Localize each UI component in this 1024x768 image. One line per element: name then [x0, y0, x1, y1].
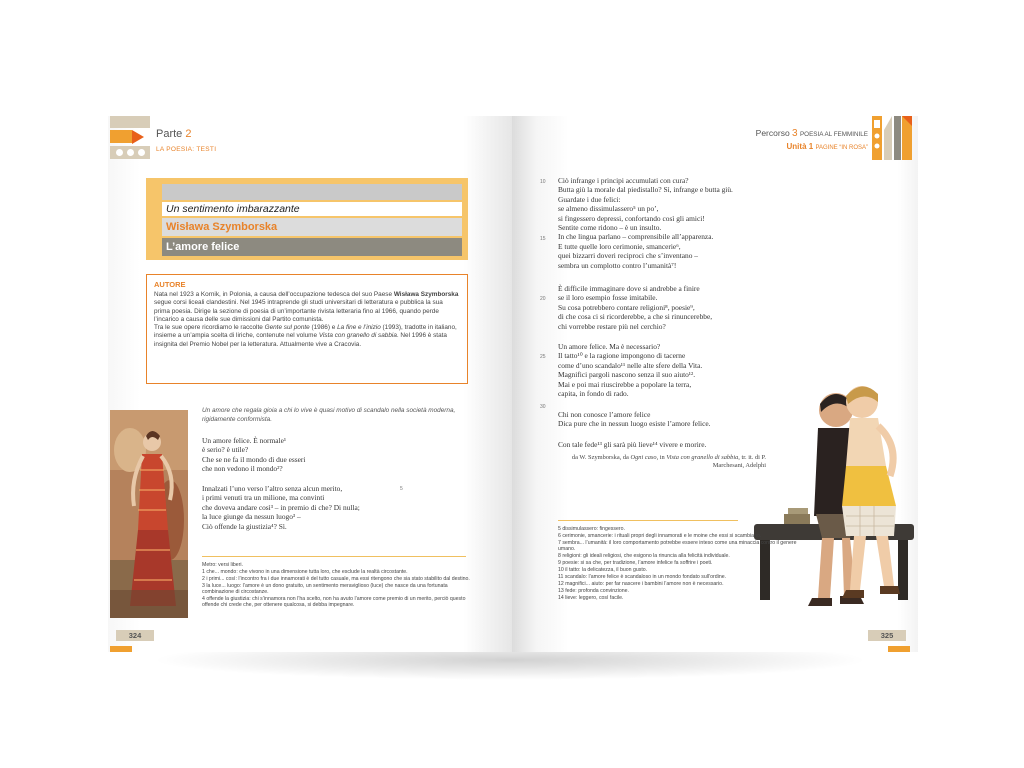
page-bar-left — [110, 646, 132, 652]
left-page — [108, 116, 512, 652]
footnotes: 5 dissimulassero: fingessero. 6 cerimonie, smancerie: i rituali propri degli innamorati e le moine che essi si scambiano. 7 sembra... l’umanità: il loro comportamento potrebbe essere inteso come una minaccia contro il genere umano. 8 religioni: gli ideali religiosi, che esigono la rinuncia alla felicità individuale. 9 poesie: si sa che, per tradizione, l’amore infelice fa soffrire i poeti. 10 il tatto: la delicatezza, il buon gusto. 11 scandalo: l’amore felice è scandaloso in un mondo fondato sull’ordine. 12 magnifici... aiuto: per far nascere i bambini l’amore non è necessario. 13 fede: profonda convinzione. 14 lieve: leggero, così facile. — [558, 526, 797, 601]
poem-source: da W. Szymborska, da Ogni caso, in Vista con granello di sabbia, tr. it. di P. Marchesani, Adelphi — [571, 454, 766, 469]
poem-stanza-2: Innalzati l’uno verso l’altro senza alcun merito, i primi venuti tra un milione, ma convinti che doveva andare così³ – in premio di che? Di nulla; la luce giunge da nessun luogo³ – Ciò offende la giustizia⁴? Sì. — [202, 484, 360, 531]
part-subtitle: LA POESIA: TESTI — [156, 146, 217, 153]
poem-intro: Un amore che regala gioia a chi lo vive è quasi motivo di scandalo nella società moderna, rigidamente conformista. — [202, 407, 456, 423]
notes-rule — [558, 520, 738, 521]
author-name: Wisława Szymborska — [162, 218, 462, 236]
author-box — [146, 274, 468, 384]
poem-stanza-7: Con tale fede¹³ gli sarà più lieve¹⁴ vivere e morire. — [558, 440, 707, 449]
percorso-label: Percorso 3 POESIA AL FEMMINILE — [755, 128, 868, 139]
left-header-decoration — [110, 116, 150, 160]
line-number: 25 — [540, 354, 546, 360]
line-number: 10 — [540, 179, 546, 185]
poem-stanza-4: È difficile immaginare dove si andrebbe a finire se il loro esempio fosse imitabile. Su cosa potrebbero contare religioni⁸, poesie⁹, di che cosa ci si ricorderebbe, a che si rinuncerebbe, chi vorrebbe restare più nel cerchio? — [558, 284, 713, 331]
right-header-decoration — [872, 116, 912, 160]
line-number: 30 — [540, 404, 546, 410]
poem-stanza-1: Un amore felice. È normale¹ è serio? è utile? Che se ne fa il mondo di due esseri che non vedono il mondo²? — [202, 436, 306, 474]
line-number: 20 — [540, 296, 546, 302]
line-number: 15 — [540, 236, 546, 242]
line-number: 5 — [400, 486, 403, 492]
poem-stanza-5: Un amore felice. Ma è necessario? Il tatto¹⁰ e la ragione impongono di tacerne come d’uno scandalo¹¹ nelle alte sfere della Vita. Magnifici pargoli nascono senza il suo aiuto¹². Mai e poi mai riuscirebbe a popolare la terra, capita, in fondo di rado. — [558, 342, 703, 399]
poem-stanza-3: Ciò infrange i principi accumulati con cura? Butta giù la morale dal piedistallo? Sì, infrange e butta giù. Guardate i due felici: se almeno dissimulassero⁵ un po’, si fingessero depressi, confortando così gli amici! Sentite come ridono – è un insulto. In che lingua parlano – comprensibile all’apparenza. E tutte quelle loro cerimonie, smancerie⁶, quei bizzarri doveri reciproci che s’inventano – sembra un complotto contro l’umanità⁷! — [558, 176, 733, 270]
notes-rule — [202, 556, 466, 557]
author-heading: AUTORE — [154, 280, 186, 289]
title-box — [146, 178, 468, 260]
painting-image — [110, 410, 188, 618]
section-title: Un sentimento imbarazzante — [162, 202, 462, 216]
page-number-right: 325 — [868, 630, 906, 641]
author-bio-1: Nata nel 1923 a Kornik, in Polonia, a causa dell’occupazione tedesca del suo Paese Wisława Szymborska segue corsi liceali clandestini. Nel 1945 intraprende gli studi universitari di letteratura e pubblica la sua prima poesia. Dirige la sezione di poesia di un’importante rivista letteraria fino al 1966, quando perde l’incarico a causa delle sue dimissioni dal Partito comunista. — [154, 291, 459, 323]
part-label: Parte 2 — [156, 128, 192, 140]
footnotes: Metro: versi liberi. 1 che... mondo: che vivono in una dimensione tutta loro, che esclude la realtà circostante. 2 i primi... così: l’incontro fra i due innamorati è del tutto casuale, ma essi ritengono che sia stato stabilito dal destino. 3 la luce... luogo: l’amore è un dono gratuito, un sentimento meraviglioso (luce) che nasce da una fortunata combinazione di circostanze. 4 offende la giustizia: chi s’innamora non l’ha scelto, non ha avuto l’amore come premio di un merito, perciò questo offende chi crede che, per ottenere qualcosa, si debba impegnare. — [202, 562, 470, 609]
author-bio-2: Tra le sue opere ricordiamo le raccolte Gente sul ponte (1986) e La fine e l’inizio (1993), tradotte in italiano, insieme a un’ampia scelta di liriche, contenute nel volume Vista con granello di sabbia. Nel 1996 è stata insignita del Premio Nobel per la letteratura. Attualmente vive a Cracovia. — [154, 324, 457, 348]
poem-title: L’amore felice — [162, 238, 462, 256]
poem-stanza-6: Chi non conosce l’amore felice Dica pure che in nessun luogo esiste l’amore felice. — [558, 410, 711, 429]
page-number-left: 324 — [116, 630, 154, 641]
right-page — [512, 116, 918, 652]
unit-label: Unità 1 PAGINE “IN ROSA” — [786, 142, 868, 151]
page-bar-right — [888, 646, 910, 652]
